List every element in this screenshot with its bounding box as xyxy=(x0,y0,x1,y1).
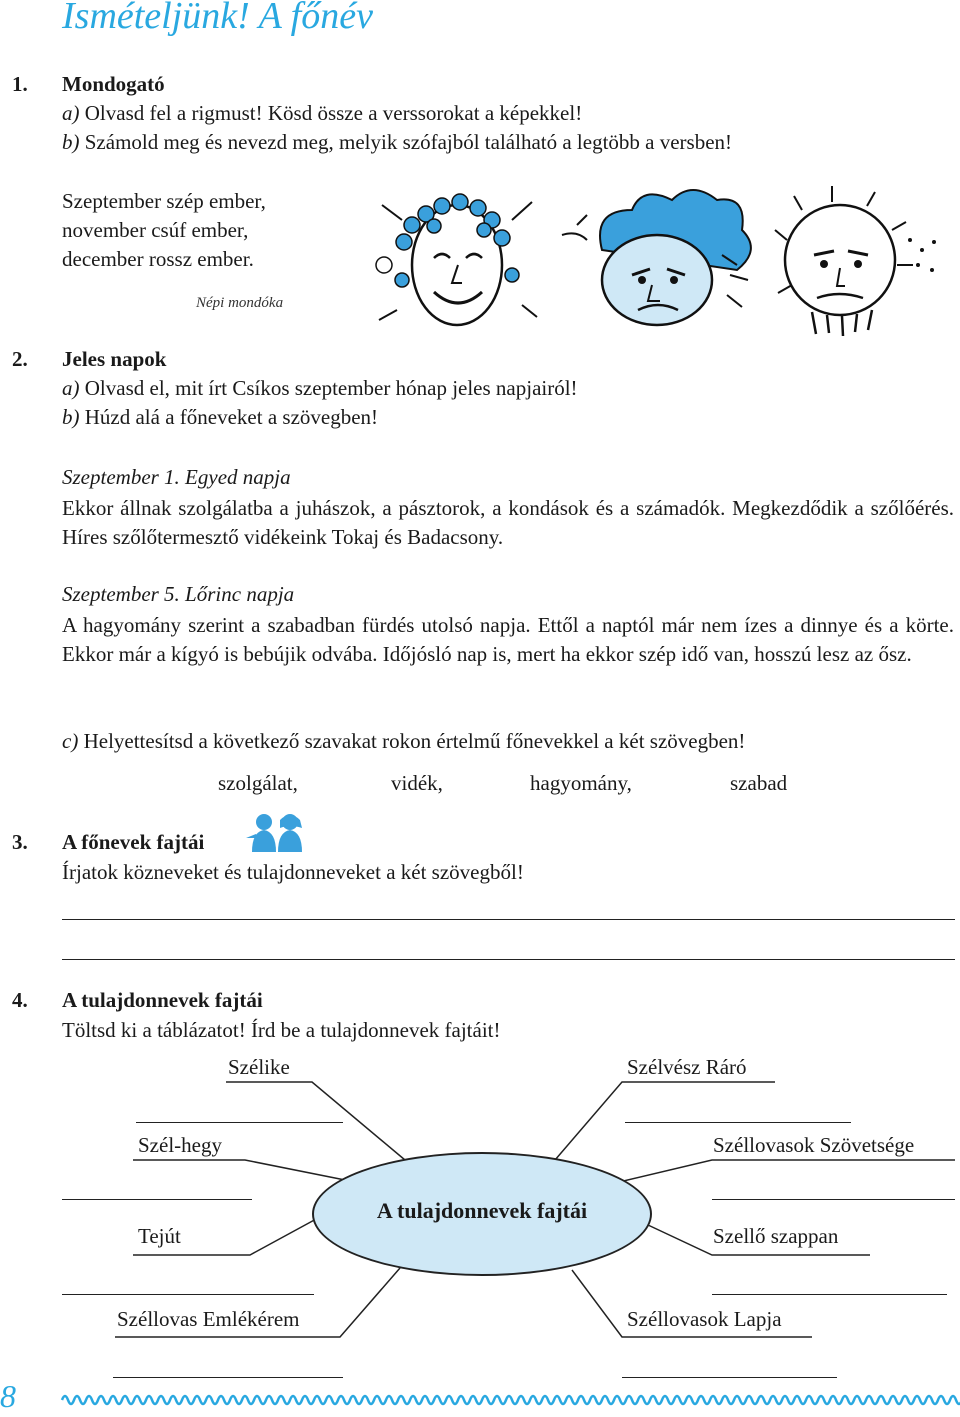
page-number: 8 xyxy=(0,1378,16,1414)
answer-line[interactable] xyxy=(712,1199,955,1200)
instruction-text: Számold meg és nevezd meg, melyik szófajból található a legtöbb a versben! xyxy=(84,130,733,154)
center-label: A tulajdonnevek fajtái xyxy=(376,1198,588,1223)
sub-label: b) xyxy=(62,405,80,429)
entry-title: Szeptember 1. Egyed napja xyxy=(62,465,291,489)
instruction-text: Húzd alá a főneveket a szövegben! xyxy=(84,405,379,429)
proper-noun-item: Széllovas Emlékérem xyxy=(117,1307,300,1331)
answer-line[interactable] xyxy=(62,1294,314,1295)
instruction-text: Helyettesítsd a következő szavakat rokon értelmű főnevekkel a két szövegben! xyxy=(83,729,746,753)
answer-line[interactable] xyxy=(622,1377,837,1378)
task-instruction: Töltsd ki a táblázatot! Írd be a tulajdonnevek fajtáit! xyxy=(62,1018,501,1042)
task-heading: A tulajdonnevek fajtái xyxy=(62,988,263,1012)
proper-noun-item: Szél-hegy xyxy=(138,1133,222,1157)
sub-label: a) xyxy=(62,376,80,400)
entry-title: Szeptember 5. Lőrinc napja xyxy=(62,582,295,606)
answer-line[interactable] xyxy=(136,1122,343,1123)
poem-line: Szeptember szép ember, xyxy=(62,189,266,213)
poem-line: december rossz ember. xyxy=(62,247,254,271)
instruction-text: Olvasd fel a rigmust! Kösd össze a verssorokat a képekkel! xyxy=(84,101,583,125)
task-instruction: Írjatok közneveket és tulajdonneveket a két szövegből! xyxy=(62,860,524,884)
proper-noun-item: Széllovasok Lapja xyxy=(627,1307,782,1331)
proper-noun-item: Szellő szappan xyxy=(713,1224,839,1248)
word-item: szolgálat, xyxy=(218,771,298,795)
page-title: Ismételjünk! A főnév xyxy=(62,0,373,37)
instruction-text: Olvasd el, mit írt Csíkos szeptember hónap jeles napjairól! xyxy=(84,376,578,400)
word-item: vidék, xyxy=(391,771,443,795)
sub-label: a) xyxy=(62,101,80,125)
word-item: szabad xyxy=(730,771,788,795)
task-number: 4. xyxy=(12,988,28,1012)
proper-noun-item: Szélvész Ráró xyxy=(627,1055,747,1079)
entry-text: Ekkor állnak szolgálatba a juhászok, a pásztorok, a kondások és a számadók. Megkezdődik a szőlőérés. Híres szőlőtermesztő vidékeink Tokaj és Badacsony. xyxy=(62,496,954,549)
proper-noun-item: Tejút xyxy=(138,1224,181,1248)
proper-noun-item: Széllovasok Szövetsége xyxy=(713,1133,915,1157)
word-item: hagyomány, xyxy=(530,771,632,795)
task-number: 1. xyxy=(12,72,28,96)
task-number: 3. xyxy=(12,830,28,854)
wave-border xyxy=(62,1390,955,1406)
sub-label: c) xyxy=(62,729,79,753)
poem-line: november csúf ember, xyxy=(62,218,249,242)
entry-text: A hagyomány szerint a szabadban fürdés utolsó napja. Ettől a naptól már nem ízes a dinnye és a körte. Ekkor már a kígyó is bebújik odvába. Időjósló nap is, mert ha ekkor szép idő van, hosszú lesz az ősz. xyxy=(62,613,954,666)
answer-line[interactable] xyxy=(712,1294,947,1295)
answer-line[interactable] xyxy=(625,1122,851,1123)
task-heading: Mondogató xyxy=(62,72,165,96)
task-heading: Jeles napok xyxy=(62,347,167,371)
task-heading: A főnevek fajtái xyxy=(62,830,205,854)
answer-line[interactable] xyxy=(62,1199,252,1200)
answer-line[interactable] xyxy=(113,1377,343,1378)
task-number: 2. xyxy=(12,347,28,371)
proper-noun-item: Szélike xyxy=(228,1055,290,1079)
poem-source: Népi mondóka xyxy=(196,295,284,311)
sub-label: b) xyxy=(62,130,80,154)
